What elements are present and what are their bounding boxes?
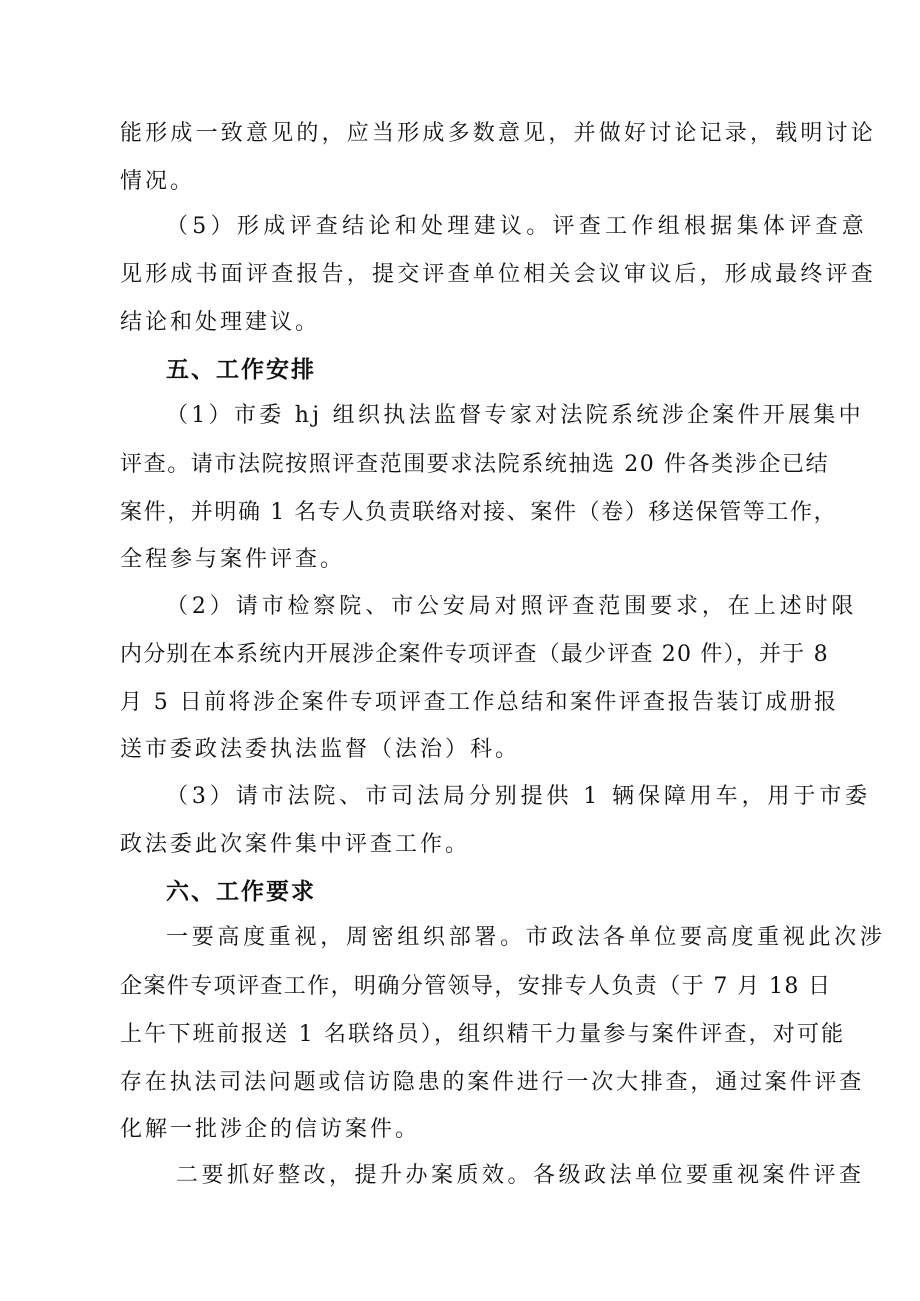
list-item-line: 结论和处理建议。 xyxy=(120,310,321,335)
list-item-line: （1）市委 hj 组织执法监督专家对法院系统涉企案件开展集中 xyxy=(166,403,864,428)
paragraph-line: 企案件专项评查工作，明确分管领导，安排专人负责（于 7 月 18 日 xyxy=(120,974,832,999)
list-item-line: 案件，并明确 1 名专人负责联络对接、案件（卷）移送保管等工作， xyxy=(120,500,838,525)
list-item-line: 全程参与案件评查。 xyxy=(120,547,346,572)
list-item-line: 见形成书面评查报告，提交评查单位相关会议审议后，形成最终评查 xyxy=(120,262,877,287)
list-item-line: （3）请市法院、市司法局分别提供 1 辆保障用车，用于市委 xyxy=(166,784,872,809)
list-item-line: 送市委政法委执法监督（法治）科。 xyxy=(120,737,521,762)
paragraph-line: 二要抓好整改，提升办案质效。各级政法单位要重视案件评查 xyxy=(176,1163,865,1188)
paragraph-line: 上午下班前报送 1 名联络员），组织精干力量参与案件评查，对可能 xyxy=(120,1022,846,1047)
list-item-line: 月 5 日前将涉企案件专项评查工作总结和案件评查报告装订成册报 xyxy=(120,690,839,715)
section-heading: 五、工作安排 xyxy=(166,357,316,383)
paragraph-line: 存在执法司法问题或信访隐患的案件进行一次大排查，通过案件评查 xyxy=(120,1070,865,1095)
paragraph-line: 一要高度重视，周密组织部署。市政法各单位要高度重视此次涉 xyxy=(166,925,886,950)
paragraph-line: 能形成一致意见的，应当形成多数意见，并做好讨论记录，载明讨论 xyxy=(120,121,877,146)
section-heading: 六、工作要求 xyxy=(166,879,316,905)
list-item-line: 政法委此次案件集中评查工作。 xyxy=(120,832,471,857)
list-item-line: 内分别在本系统内开展涉企案件专项评查（最少评查 20 件），并于 8 xyxy=(120,642,829,667)
list-item-line: （5）形成评查结论和处理建议。评查工作组根据集体评查意 xyxy=(166,214,869,239)
list-item-line: 评查。请市法院按照评查范围要求法院系统抽选 20 件各类涉企已结 xyxy=(120,452,830,477)
list-item-line: （2）请市检察院、市公安局对照评查范围要求，在上述时限 xyxy=(166,594,858,619)
paragraph-line: 情况。 xyxy=(120,169,196,194)
paragraph-line: 化解一批涉企的信访案件。 xyxy=(120,1117,421,1142)
